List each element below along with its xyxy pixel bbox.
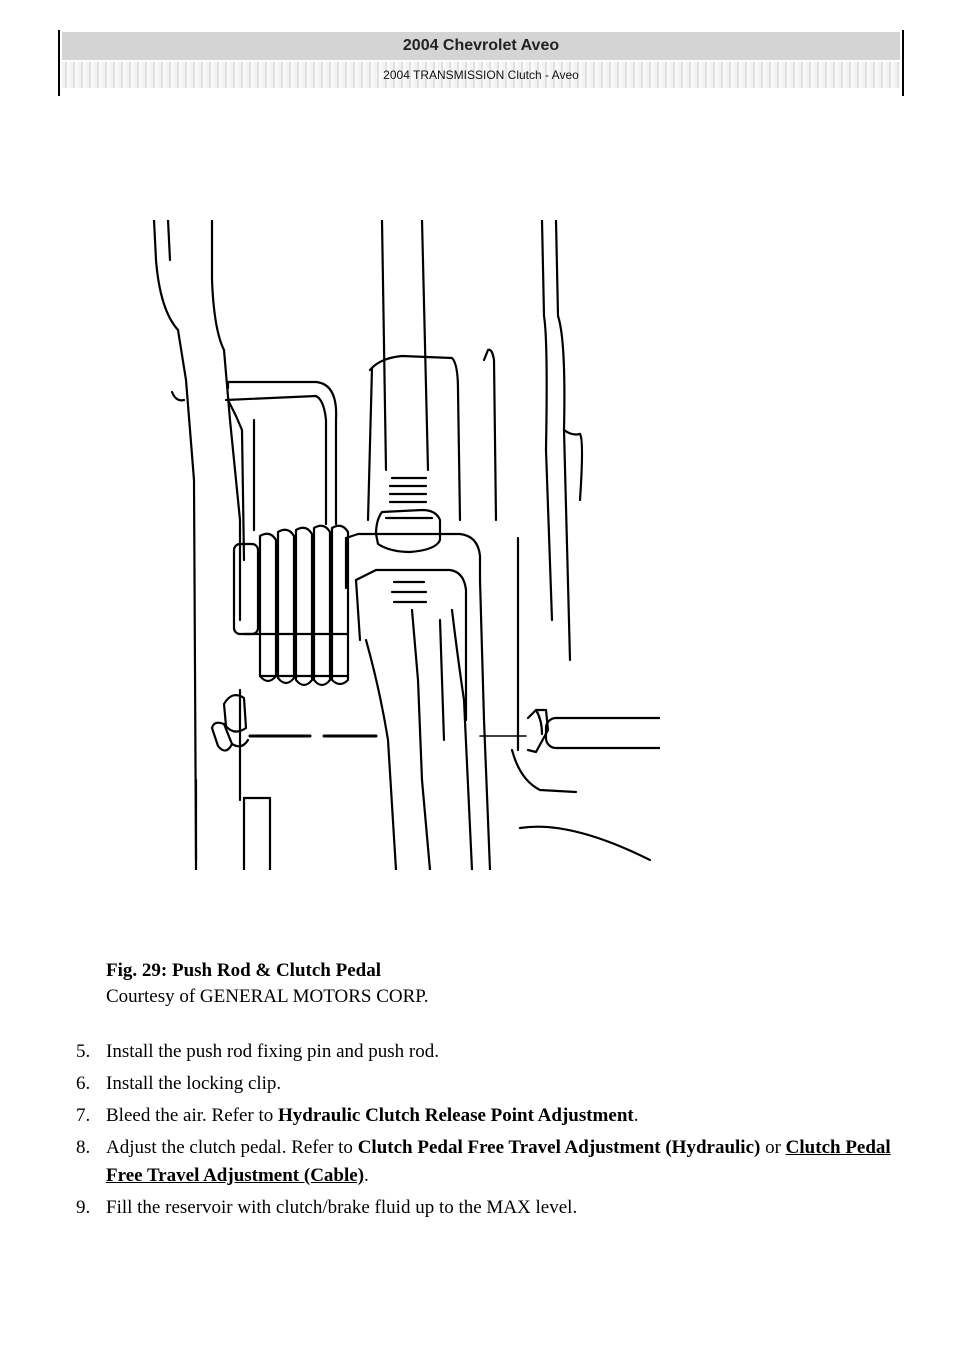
procedure-steps [68, 1038, 928, 1226]
step-text: Install the locking clip. [106, 1073, 282, 1094]
step-number: 7. [76, 1105, 91, 1126]
hydraulic-release-point-link[interactable]: Hydraulic Clutch Release Point Adjustment [278, 1105, 634, 1126]
page-header [58, 30, 904, 96]
step-text: Bleed the air. Refer to [106, 1105, 278, 1126]
step-text: Install the push rod fixing pin and push rod. [106, 1041, 439, 1062]
figure-credit: Courtesy of GENERAL MOTORS CORP. [106, 986, 429, 1007]
step-number: 5. [76, 1041, 91, 1062]
step-number: 6. [76, 1073, 91, 1094]
header-left-rule [58, 30, 60, 96]
list-item [68, 1070, 928, 1098]
push-rod-clutch-pedal-illustration [140, 220, 660, 870]
free-travel-cable-link[interactable]: Clutch Pedal Free Travel Adjustment (Cable) [106, 1137, 891, 1186]
step-number: 9. [76, 1197, 91, 1218]
header-right-rule [902, 30, 904, 96]
step-text: Fill the reservoir with clutch/brake fluid up to the MAX level. [106, 1197, 578, 1218]
figure-title: Fig. 29: Push Rod & Clutch Pedal [106, 960, 381, 981]
header-subtitle: 2004 TRANSMISSION Clutch - Aveo [62, 62, 900, 88]
list-item [68, 1194, 928, 1222]
step-text-mid: or [760, 1137, 786, 1158]
figure-caption [106, 958, 429, 1010]
step-number: 8. [76, 1137, 91, 1158]
free-travel-hydraulic-link[interactable]: Clutch Pedal Free Travel Adjustment (Hydraulic) [357, 1137, 761, 1158]
step-text-end: . [633, 1105, 639, 1126]
list-item [68, 1134, 928, 1190]
list-item [68, 1102, 928, 1130]
step-text-end: . [364, 1165, 369, 1186]
header-title: 2004 Chevrolet Aveo [62, 32, 900, 60]
list-item [68, 1038, 928, 1066]
step-text: Adjust the clutch pedal. Refer to [106, 1137, 358, 1158]
